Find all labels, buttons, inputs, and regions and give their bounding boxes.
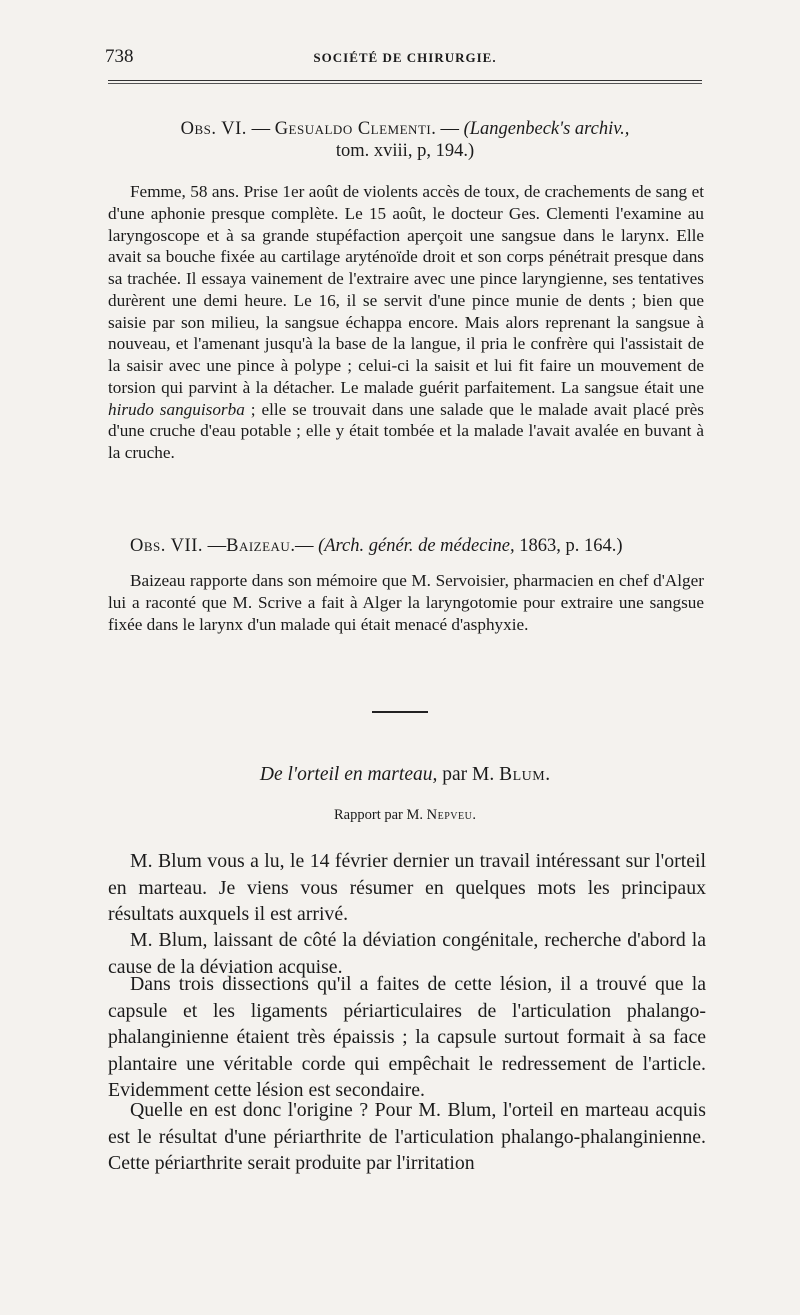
obs6-heading [108,118,702,162]
article-paragraph-3: Dans trois dissections qu'il a faites de cette lésion, il a trouvé que la capsule et les ligaments périarticulaires de l'articulation phalango-phalanginienne étaient très épaissis ; la capsule surtout formait à sa face plantaire une véritable corde qui empêchait le redressement de l'article. Evidemment cette lésion est secondaire. [108,973,706,1102]
obs6-dash2: . — [431,119,464,139]
article-paragraph-2: M. Blum, laissant de côté la déviation congénitale, recherche d'abord la cause de la déviation acquise. [108,929,706,978]
species-name: hirudo sanguisorba [108,399,245,419]
page-number: 738 [105,46,134,67]
rapport-end: . [472,807,476,823]
obs7-author: Baizeau [226,536,291,556]
header-rule [108,80,702,84]
page-header [105,42,705,70]
obs7-heading: Obs. VII. —Baizeau.— (Arch. génér. de médecine, 1863, p. 164.) [130,536,623,556]
rapport-author: Nepveu [426,807,473,823]
article-paragraph-1: M. Blum vous a lu, le 14 février dernier un travail intéressant sur l'orteil en marteau. Je viens vous résumer en quelques mots les principaux résultats auxquels il est arrivé. [108,850,706,926]
article-title-italic: De l'orteil en marteau, [259,764,438,785]
rapport-prefix: Rapport par M. [334,807,427,823]
obs7-label: Obs. VII. [130,536,203,556]
obs6-source-line2: tom. xviii, p, 194.) [335,141,475,161]
article-title-end: . [545,764,551,785]
article-paragraph-4: Quelle en est donc l'origine ? Pour M. Blum, l'orteil en marteau acquis est le résultat d'une périarthrite de l'articulation phalango-phalanginienne. Cette périarthrite serait produite par l'irritation [108,1099,706,1175]
article-title [108,764,702,786]
article-author: Blum [499,764,546,785]
rapport-line [108,807,702,824]
article-title-by: par M. [437,764,500,785]
obs6-label: Obs. VI. [180,119,247,139]
running-title: SOCIÉTÉ DE CHIRURGIE. [313,50,497,65]
obs6-dash: — [246,119,275,139]
obs6-source: (Langenbeck's archiv., [463,119,630,139]
obs7-source: (Arch. génér. de médecine, [318,536,515,556]
obs6-paragraph: Femme, 58 ans. Prise 1er août de violents accès de toux, de crachements de sang et d'une aphonie presque complète. Le 15 août, le docteur Ges. Clementi l'examine au laryngoscope et à sa grande stupéfaction aperçoit une sangsue dans le larynx. Elle avait sa bouche fixée au cartilage aryténoïde droit et son corps pénétrait presque dans sa trachée. Il essaya vainement de l'extraire avec une pince laryngienne, ses tentatives durèrent une demi heure. Le 16, il se servit d'une pince munie de dents ; bien que saisie par son milieu, la sangsue échappa encore. Mais alors reprenant la sangsue à nouveau, et l'amenant jusqu'à la base de la langue, il pria le confrère qui l'assistait de la saisir avec une pince à polype ; celui-ci la saisit et lui fit faire un mouvement de torsion qui parvint à la détacher. Le malade guérit parfaitement. La sangsue était une hirudo sanguisorba ; elle se trouvait dans une salade que le malade avait placé près d'une cruche d'eau potable ; elle y était tombée et la malade l'avait avalée en buvant à la cruche. [108,182,704,462]
obs7-paragraph: Baizeau rapporte dans son mémoire que M. Servoisier, pharmacien en chef d'Alger lui a raconté que M. Scrive a fait à Alger la laryngotomie pour extraire une sangsue fixée dans le larynx d'un malade qui était menacé d'asphyxie. [108,571,704,634]
obs6-author: Gesualdo Clementi [274,119,432,139]
obs7-source-rest: 1863, p. 164.) [514,536,623,556]
section-divider [372,711,428,713]
